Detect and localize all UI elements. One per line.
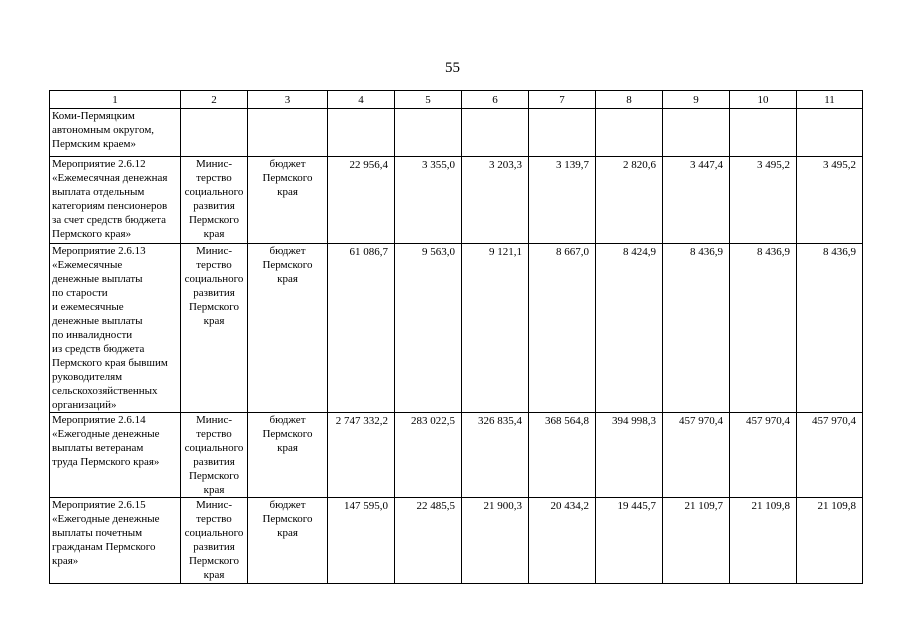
value-cell: 3 203,3 xyxy=(462,157,529,244)
table-row xyxy=(50,498,863,584)
table-row xyxy=(50,244,863,413)
value-cell: 9 121,1 xyxy=(462,244,529,413)
activity-name-cell: Мероприятие 2.6.14 «Ежегодные денежные выплаты ветеранам труда Пермского края» xyxy=(50,413,181,498)
activity-name-cell: Мероприятие 2.6.15 «Ежегодные денежные выплаты почетным гражданам Пермского края» xyxy=(50,498,181,584)
header-cell: 11 xyxy=(797,91,863,109)
page-number: 55 xyxy=(445,60,460,76)
header-cell: 3 xyxy=(248,91,328,109)
value-cell: 3 447,4 xyxy=(663,157,730,244)
executor-cell: Минис- терство социального развития Пермского края xyxy=(181,413,248,498)
executor-cell xyxy=(181,109,248,157)
value-cell: 19 445,7 xyxy=(596,498,663,584)
value-cell: 9 563,0 xyxy=(395,244,462,413)
value-cell: 21 109,8 xyxy=(730,498,797,584)
header-cell: 7 xyxy=(529,91,596,109)
header-cell: 6 xyxy=(462,91,529,109)
value-cell: 3 139,7 xyxy=(529,157,596,244)
value-cell: 8 436,9 xyxy=(797,244,863,413)
executor-cell: Минис- терство социального развития Пермского края xyxy=(181,244,248,413)
value-cell xyxy=(462,109,529,157)
value-cell: 457 970,4 xyxy=(730,413,797,498)
activity-name-cell: Мероприятие 2.6.13 «Ежемесячные денежные выплаты по старости и ежемесячные денежные выплаты по инвалидности из средств бюджета Пермского края бывшим руководителям сельскохозяйственных организаций» xyxy=(50,244,181,413)
value-cell: 20 434,2 xyxy=(529,498,596,584)
value-cell: 3 355,0 xyxy=(395,157,462,244)
value-cell: 22 956,4 xyxy=(328,157,395,244)
header-cell: 9 xyxy=(663,91,730,109)
value-cell: 3 495,2 xyxy=(730,157,797,244)
value-cell: 8 667,0 xyxy=(529,244,596,413)
funding-source-cell: бюджет Пермского края xyxy=(248,413,328,498)
header-cell: 4 xyxy=(328,91,395,109)
value-cell: 2 820,6 xyxy=(596,157,663,244)
value-cell xyxy=(529,109,596,157)
value-cell: 21 109,8 xyxy=(797,498,863,584)
table-header-row xyxy=(50,91,863,109)
value-cell: 457 970,4 xyxy=(797,413,863,498)
value-cell xyxy=(328,109,395,157)
value-cell xyxy=(663,109,730,157)
header-cell: 1 xyxy=(50,91,181,109)
funding-source-cell xyxy=(248,109,328,157)
value-cell: 22 485,5 xyxy=(395,498,462,584)
value-cell: 21 900,3 xyxy=(462,498,529,584)
value-cell: 147 595,0 xyxy=(328,498,395,584)
value-cell xyxy=(797,109,863,157)
value-cell: 394 998,3 xyxy=(596,413,663,498)
table-row xyxy=(50,157,863,244)
value-cell: 368 564,8 xyxy=(529,413,596,498)
value-cell: 457 970,4 xyxy=(663,413,730,498)
funding-source-cell: бюджет Пермского края xyxy=(248,244,328,413)
value-cell: 21 109,7 xyxy=(663,498,730,584)
executor-cell: Минис- терство социального развития Пермского края xyxy=(181,157,248,244)
value-cell: 3 495,2 xyxy=(797,157,863,244)
value-cell: 8 436,9 xyxy=(730,244,797,413)
value-cell xyxy=(596,109,663,157)
value-cell: 2 747 332,2 xyxy=(328,413,395,498)
table-row xyxy=(50,413,863,498)
value-cell: 8 436,9 xyxy=(663,244,730,413)
header-cell: 5 xyxy=(395,91,462,109)
value-cell xyxy=(730,109,797,157)
funding-source-cell: бюджет Пермского края xyxy=(248,498,328,584)
executor-cell: Минис- терство социального развития Пермского края xyxy=(181,498,248,584)
budget-table xyxy=(49,90,863,584)
table-row xyxy=(50,109,863,157)
value-cell: 283 022,5 xyxy=(395,413,462,498)
header-cell: 8 xyxy=(596,91,663,109)
value-cell: 61 086,7 xyxy=(328,244,395,413)
value-cell xyxy=(395,109,462,157)
header-cell: 2 xyxy=(181,91,248,109)
value-cell: 8 424,9 xyxy=(596,244,663,413)
activity-name-cell: Мероприятие 2.6.12 «Ежемесячная денежная выплата отдельным категориям пенсионеров за счет средств бюджета Пермского края» xyxy=(50,157,181,244)
value-cell: 326 835,4 xyxy=(462,413,529,498)
funding-source-cell: бюджет Пермского края xyxy=(248,157,328,244)
activity-name-cell: Коми-Пермяцким автономным округом, Пермским краем» xyxy=(50,109,181,157)
header-cell: 10 xyxy=(730,91,797,109)
